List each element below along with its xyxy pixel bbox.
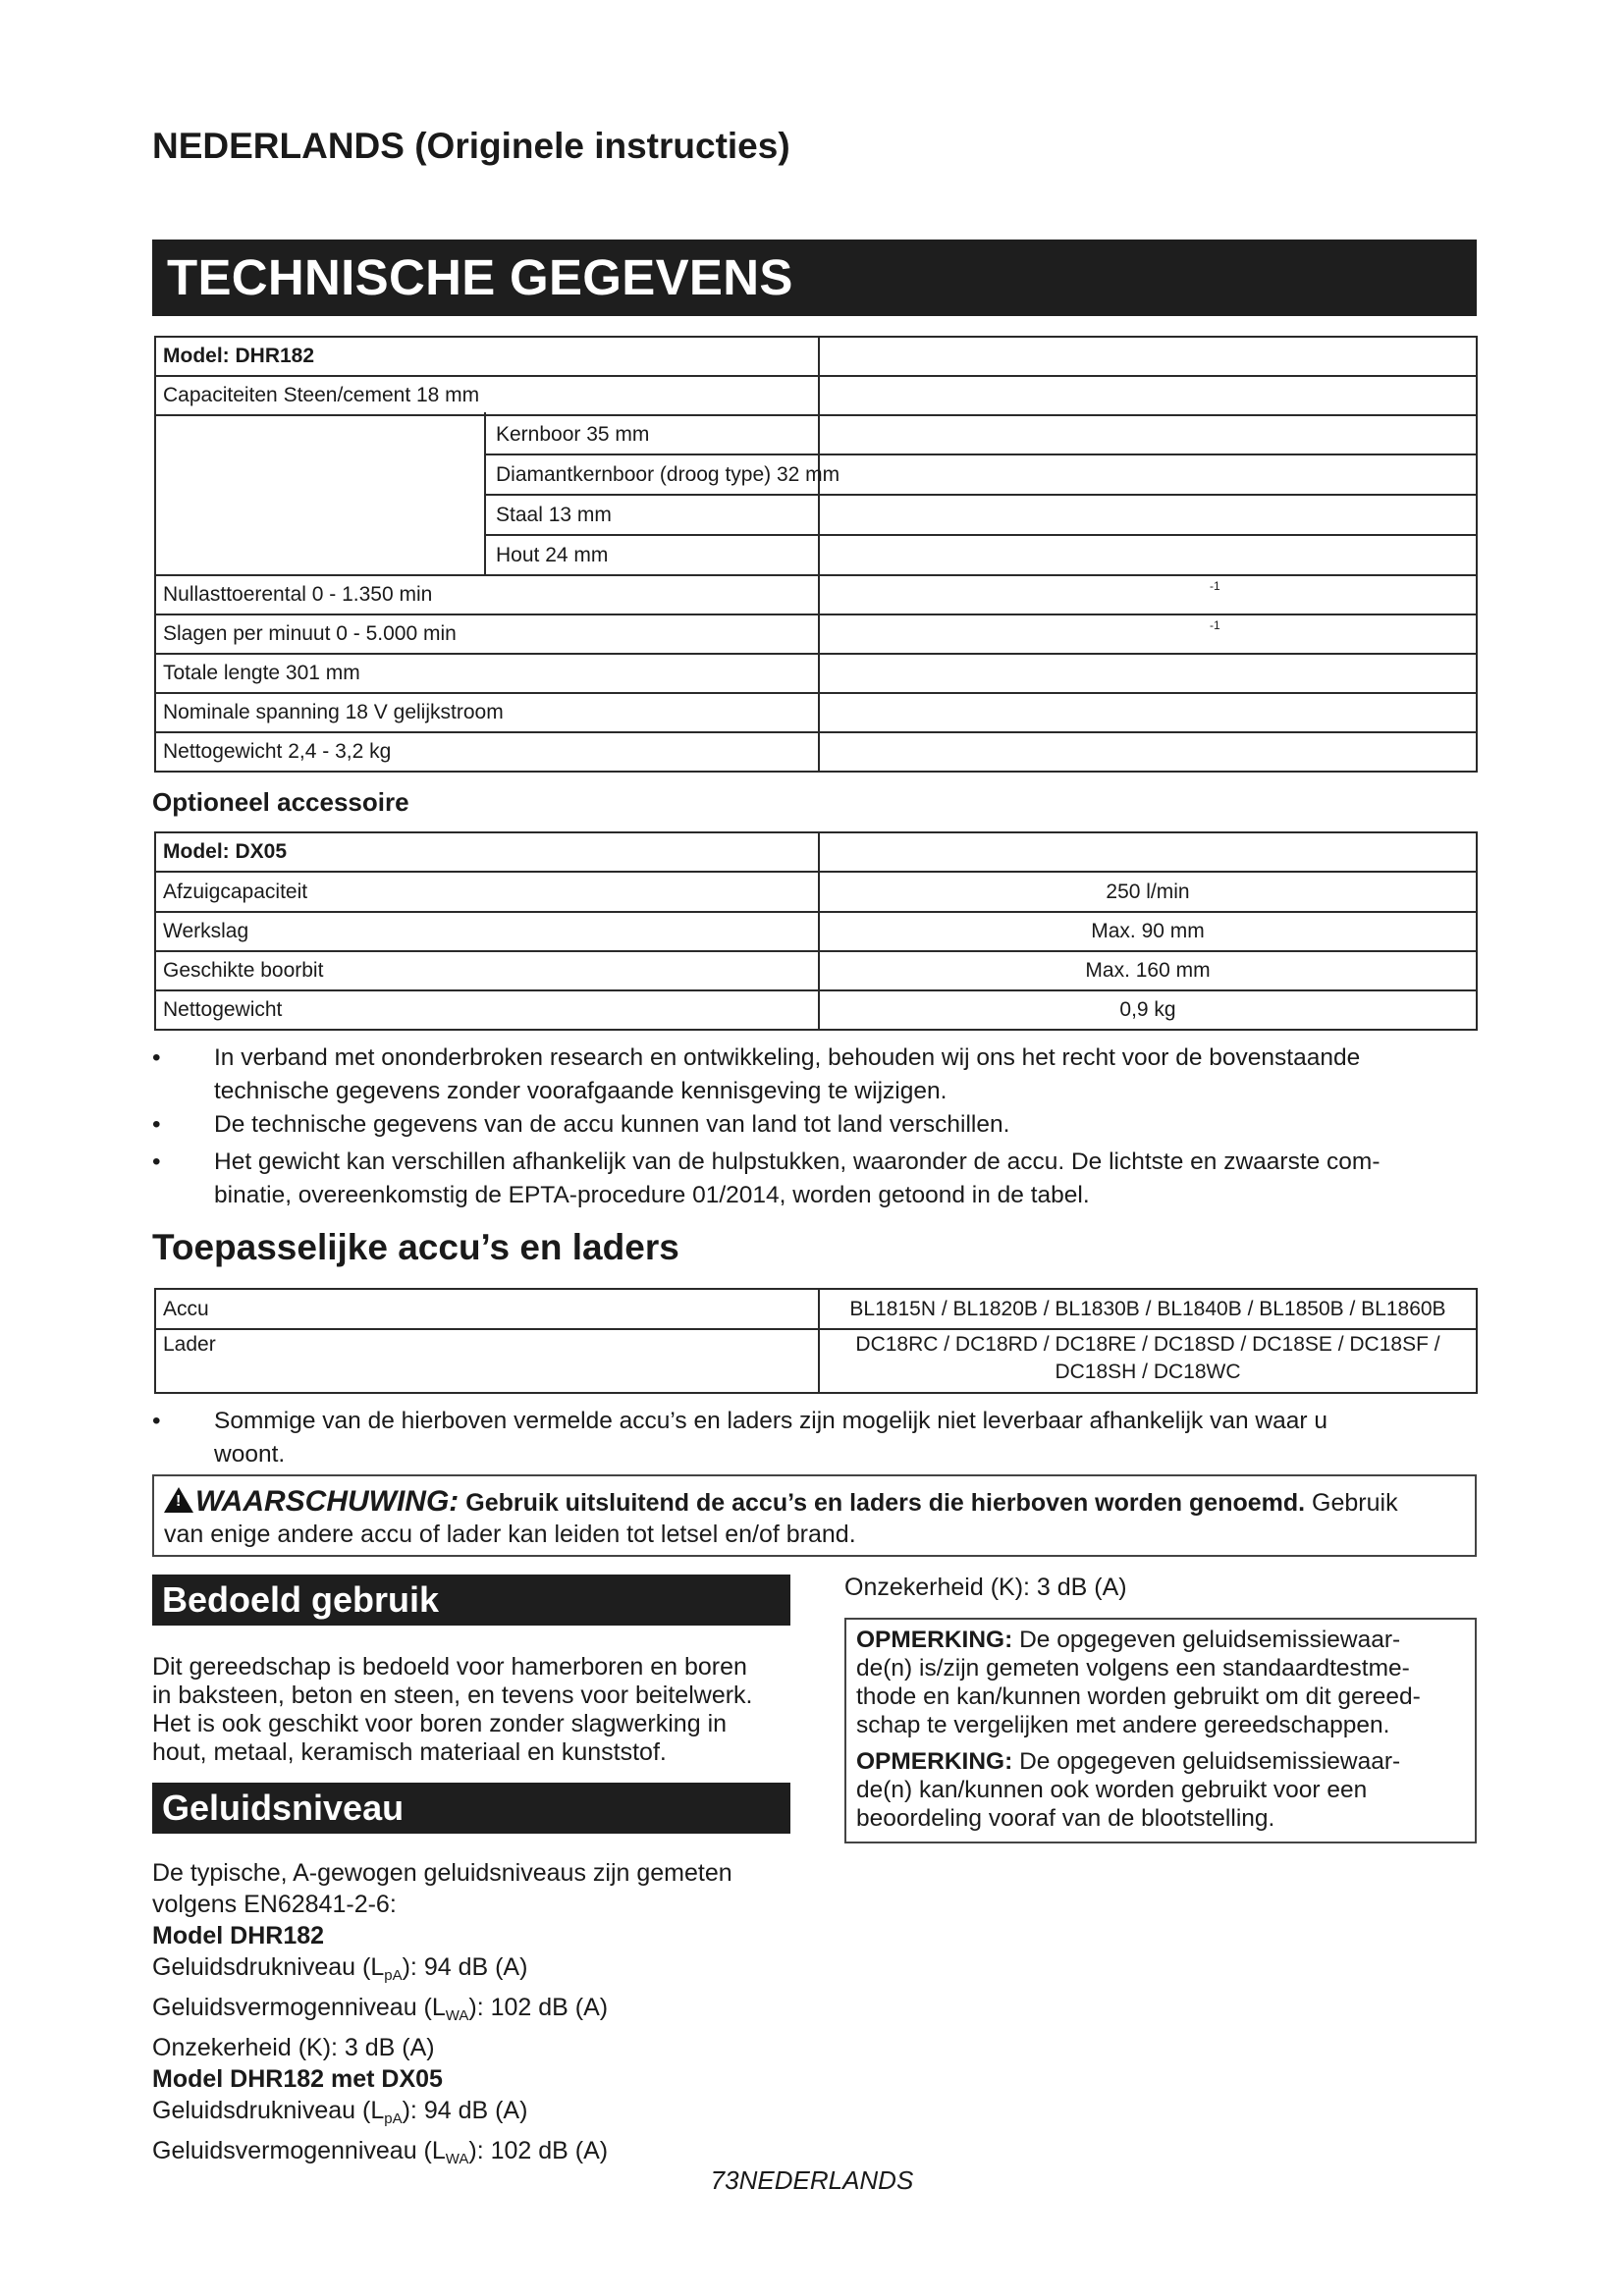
sound-pressure-value: ): 94 dB (A) — [402, 2097, 528, 2124]
warning-text: Gebruik — [1312, 1489, 1398, 1517]
spec-note — [152, 1041, 1477, 1108]
warning-label: WAARSCHUWING: — [195, 1485, 460, 1518]
sound-pressure-label: Geluidsdrukniveau (L — [152, 1953, 385, 1981]
accessory-row-label: Werkslag — [163, 920, 249, 942]
page-language-title: NEDERLANDS (Originele instructies) — [152, 126, 790, 166]
sound-pressure-subscript: pA — [384, 1967, 403, 1984]
note-label: OPMERKING: — [856, 1748, 1013, 1775]
battery-label: Accu — [163, 1298, 209, 1320]
sound-power-label: Geluidsvermogenniveau (L — [152, 2137, 446, 2164]
sound-power-level — [152, 1992, 820, 2032]
note-text: De opgegeven geluidsemissiewaar- — [1019, 1748, 1401, 1775]
note-text: de(n) kan/kunnen ook worden gebruikt voor een — [856, 1777, 1368, 1803]
optional-accessory-heading: Optioneel accessoire — [152, 787, 409, 817]
batteries-chargers-heading: Toepasselijke accu’s en laders — [152, 1227, 679, 1267]
spec-row-no-load-speed-unit-exponent: -1 — [1210, 579, 1220, 593]
sound-pressure-value: ): 94 dB (A) — [402, 1953, 528, 1981]
accessory-row-label: Geschikte boorbit — [163, 959, 324, 982]
spec-note — [152, 1146, 1477, 1212]
section-heading-intended-use: Bedoeld gebruik — [152, 1575, 790, 1626]
sound-pressure-label: Geluidsdrukniveau (L — [152, 2097, 385, 2124]
intended-use-text — [152, 1653, 820, 1767]
spec-note-line: Het gewicht kan verschillen afhankelijk van de hulpstukken, waaronder de accu. De lichtste en zwaarste com- — [214, 1148, 1380, 1175]
bullet: • — [152, 1111, 161, 1138]
sound-power-value: ): 102 dB (A) — [468, 2137, 609, 2164]
bullet: • — [152, 1408, 161, 1434]
sound-power-subscript: WA — [445, 2007, 469, 2024]
note-text: thode en kan/kunnen worden gebruikt om dit gereed- — [856, 1683, 1421, 1710]
note-text: beoordeling vooraf van de blootstelling. — [856, 1805, 1275, 1832]
section-banner-technical-data: TECHNISCHE GEGEVENS — [152, 240, 1477, 316]
note-label: OPMERKING: — [856, 1627, 1013, 1653]
spec-note-line: In verband met ononderbroken research en ontwikkeling, behouden wij ons het recht voor de bovenstaande — [214, 1044, 1361, 1071]
warning-text-continued: van enige andere accu of lader kan leiden tot letsel en/of brand. — [164, 1521, 856, 1548]
spec-row-wood: Hout 24 mm — [496, 544, 609, 566]
warning-box — [152, 1474, 1477, 1557]
intended-use-line: hout, metaal, keramisch materiaal en kunststof. — [152, 1738, 667, 1766]
warning-mark: ! — [176, 1493, 182, 1510]
spec-row-capacity-stone: Capaciteiten Steen/cement 18 mm — [163, 384, 480, 406]
intended-use-line: Het is ook geschikt voor boren zonder slagwerking in — [152, 1710, 728, 1737]
spec-note-line: technische gegevens zonder voorafgaande kennisgeving te wijzigen. — [214, 1078, 947, 1104]
charger-label: Lader — [163, 1333, 216, 1356]
spec-note-line: De technische gegevens van de accu kunnen van land tot land verschillen. — [214, 1111, 1010, 1138]
noise-intro: De typische, A-gewogen geluidsniveaus zijn gemeten — [152, 1859, 732, 1887]
uncertainty: Onzekerheid (K): 3 dB (A) — [152, 2034, 435, 2061]
sound-power-subscript: WA — [445, 2151, 469, 2167]
battery-models: BL1815N / BL1820B / BL1830B / BL1840B / BL1850B / BL1860B — [849, 1298, 1446, 1320]
uncertainty-dx05: Onzekerheid (K): 3 dB (A) — [844, 1574, 1127, 1601]
spec-row-net-weight: Nettogewicht 2,4 - 3,2 kg — [163, 740, 392, 763]
accessory-row-value: Max. 160 mm — [1085, 959, 1211, 982]
sound-pressure-level — [152, 1951, 820, 1992]
availability-note-line: Sommige van de hierboven vermelde accu’s en laders zijn mogelijk niet leverbaar afhankelijk van waar u — [214, 1408, 1327, 1434]
note-text: De opgegeven geluidsemissiewaar- — [1019, 1627, 1401, 1653]
accessory-row-value: Max. 90 mm — [1091, 920, 1205, 942]
spec-row-core-bit: Kernboor 35 mm — [496, 423, 650, 446]
noise-intro-continued: volgens EN62841-2-6: — [152, 1891, 397, 1918]
note-text: schap te vergelijken met andere gereedschappen. — [856, 1712, 1390, 1738]
spec-row-no-load-speed: Nullasttoerental 0 - 1.350 min — [163, 583, 433, 606]
sound-power-value: ): 102 dB (A) — [468, 1994, 609, 2021]
noise-model-heading: Model DHR182 met DX05 — [152, 2065, 443, 2093]
spec-row-rated-voltage: Nominale spanning 18 V gelijkstroom — [163, 701, 504, 723]
bullet: • — [152, 1044, 161, 1071]
sound-pressure-level — [152, 2095, 820, 2135]
section-heading-noise-level: Geluidsniveau — [152, 1783, 790, 1834]
note-text: de(n) is/zijn gemeten volgens een standaardtestme- — [856, 1655, 1410, 1682]
availability-note-line: woont. — [214, 1441, 286, 1468]
note-box — [844, 1618, 1477, 1843]
note-paragraph — [856, 1626, 1465, 1739]
spec-row-blows-unit-exponent: -1 — [1210, 618, 1220, 632]
noise-values — [152, 1857, 820, 2175]
spec-row-overall-length: Totale lengte 301 mm — [163, 662, 360, 684]
page-footer: 73NEDERLANDS — [710, 2165, 914, 2195]
intended-use-line: Dit gereedschap is bedoeld voor hamerboren en boren — [152, 1653, 747, 1681]
accessory-row-value: 0,9 kg — [1119, 998, 1176, 1021]
accessory-model-label: Model: DX05 — [163, 840, 288, 863]
charger-models: DC18RC / DC18RD / DC18RE / DC18SD / DC18SE / DC18SF / — [855, 1333, 1440, 1356]
intended-use-line: in baksteen, beton en steen, en tevens voor beitelwerk. — [152, 1682, 753, 1709]
spec-row-steel: Staal 13 mm — [496, 504, 612, 526]
noise-model-heading: Model DHR182 — [152, 1922, 325, 1949]
charger-models-continued: DC18SH / DC18WC — [1055, 1361, 1241, 1383]
spec-note — [152, 1108, 1477, 1142]
spec-note-line: binatie, overeenkomstig de EPTA-procedure 01/2014, worden getoond in de tabel. — [214, 1182, 1090, 1208]
sound-power-label: Geluidsvermogenniveau (L — [152, 1994, 446, 2021]
spec-row-diamond-core-bit: Diamantkernboor (droog type) 32 mm — [496, 463, 840, 486]
accessory-row-value: 250 l/min — [1106, 881, 1190, 903]
spec-model-label: Model: DHR182 — [163, 345, 315, 367]
warning-emphasis: Gebruik uitsluitend de accu’s en laders die hierboven worden genoemd. — [465, 1489, 1306, 1517]
sound-pressure-subscript: pA — [384, 2110, 403, 2127]
bullet: • — [152, 1148, 161, 1175]
spec-row-blows-per-minute: Slagen per minuut 0 - 5.000 min — [163, 622, 457, 645]
availability-note — [152, 1405, 1477, 1471]
accessory-row-label: Nettogewicht — [163, 998, 283, 1021]
warning-triangle-icon — [164, 1487, 193, 1513]
note-paragraph — [856, 1747, 1465, 1833]
accessory-row-label: Afzuigcapaciteit — [163, 881, 308, 903]
